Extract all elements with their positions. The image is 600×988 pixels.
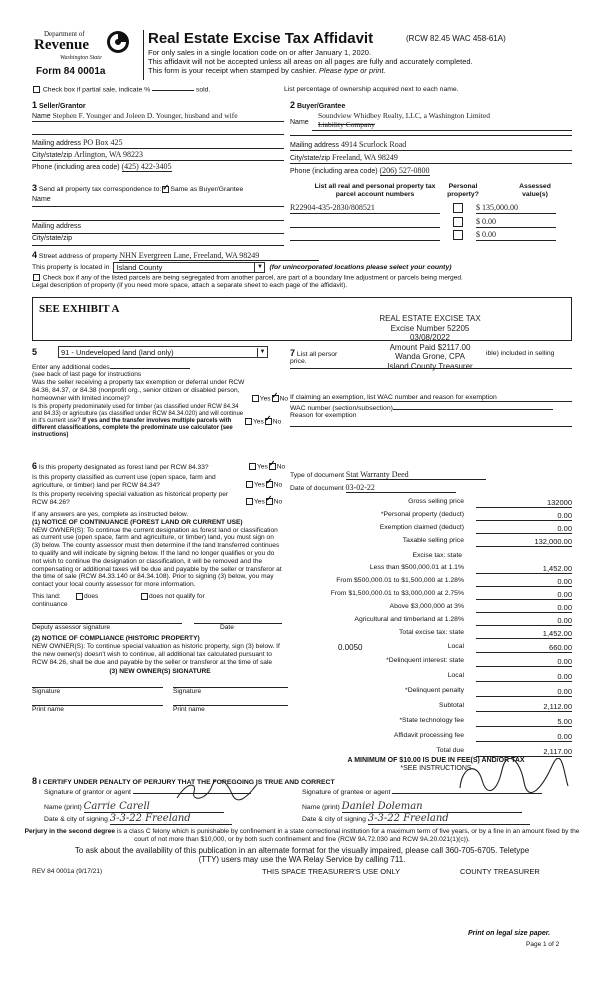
sec5-num: 5 [32, 347, 38, 357]
sec8-num: 8 [32, 776, 38, 786]
seller-city-label: City/state/zip [32, 152, 73, 159]
street-num: 4 [32, 250, 38, 260]
partial-sale-label: Check box if partial sale, indicate % [42, 86, 151, 94]
buyer-city-field[interactable] [290, 153, 572, 164]
form-title: Real Estate Excise Tax Affidavit [148, 30, 374, 47]
stamp-line6: Island County Treasurer [340, 362, 520, 372]
page-number: Page 1 of 2 [526, 941, 560, 948]
calc-value[interactable]: 0.00 [476, 687, 572, 697]
perjury-text: is a class C felony which is punishable by confinement in a state correctional institution for a maximum term of five years, or by a fine in an amount fixed by the court of not more than $10,000, or by both such confinement and fine (RCW 9A.72.030 and RCW 9A.20.021(1)(c)). [116, 828, 580, 843]
correspondence-section [32, 183, 284, 245]
buyer-name-label: Name [290, 119, 309, 126]
seller-mail-label: Mailing address [32, 140, 82, 147]
calc-value[interactable]: 0.00 [476, 732, 572, 742]
sec7-text-b: ible) included in selling [486, 350, 555, 357]
land-does-checkbox[interactable] [76, 593, 83, 600]
corr-name-label: Name [32, 196, 51, 203]
calc-value[interactable]: 0.00 [476, 590, 572, 600]
forest-no-checkbox[interactable] [269, 463, 276, 470]
seller-section [32, 100, 284, 175]
county-note: (for unincorporated locations please select your county) [269, 264, 452, 271]
no-label: No [273, 481, 283, 489]
additional-codes-note: (see back of last page for instructions [32, 371, 142, 378]
no-label: No [272, 418, 282, 426]
calc-value[interactable]: 0.00 [476, 511, 572, 521]
buyer-mail-value: 4914 Scurlock Road [340, 140, 407, 149]
exhibit-text: SEE EXHIBIT A [39, 303, 120, 315]
same-as-buyer-checkbox[interactable] [162, 186, 169, 193]
current-use-no-checkbox[interactable] [266, 481, 273, 488]
street-value[interactable]: NHN Evergreen Lane, Freeland, WA 98249 [119, 251, 319, 261]
seller-mail-value: PO Box 425 [82, 138, 123, 147]
calc-row-agricultural [300, 616, 572, 626]
chevron-down-icon: ▼ [257, 348, 267, 357]
seller-name-value: Stephen F. Younger and Joleen D. Younger, husband and wife [52, 111, 238, 120]
no-label: No [279, 395, 288, 403]
grantee-signature-label: Signature of grantee or agent [302, 789, 391, 796]
form-number: Form 84 0001a [36, 66, 106, 77]
buyer-name-line2: Liability Company [318, 120, 375, 129]
parcel-number[interactable] [290, 230, 440, 241]
assessed-header1: Assessed [519, 183, 551, 190]
calc-value[interactable]: 5.00 [476, 717, 572, 727]
buyer-phone-field[interactable] [290, 166, 572, 177]
seller-phone-label: Phone (including area code) [32, 164, 120, 171]
grantee-name-value[interactable]: Daniel Doleman [342, 801, 522, 813]
seller-heading: Seller/Grantor [38, 103, 86, 110]
calc-row-tier3 [300, 590, 572, 600]
additional-codes-input[interactable] [110, 368, 190, 369]
new-owner-heading: (3) NEW OWNER(S) SIGNATURE [109, 667, 211, 675]
calc-row-gross [300, 498, 572, 508]
header-line3b: Please type or print. [318, 66, 386, 75]
calc-label: *State technology fee [399, 717, 464, 724]
personal-header1: Personal [448, 183, 478, 190]
calc-row-personal [300, 511, 572, 521]
historic-no-checkbox[interactable] [266, 498, 273, 505]
assessed-value[interactable]: $ 0.00 [476, 217, 556, 228]
perjury-notice [22, 828, 582, 843]
grantor-date-value[interactable]: 3-3-22 Freeland [110, 813, 232, 825]
owner-print-name-2[interactable]: Print name [173, 705, 288, 714]
county-select[interactable] [113, 262, 265, 273]
county-treasurer-label: COUNTY TREASURER [460, 867, 540, 876]
personal-property-input[interactable] [290, 368, 572, 369]
personal-property-checkbox[interactable] [453, 217, 463, 227]
grantor-signature-label: Signature of grantor or agent [44, 789, 131, 796]
legal-description-label: Legal description of property (if you need more space, attach a separate sheet to each page of the affidavit). [32, 282, 348, 290]
buyer-phone-value: (206) 527-0800 [379, 166, 430, 175]
owner-signature-1[interactable]: Signature [32, 687, 163, 696]
calc-row-tier1 [300, 564, 572, 574]
partial-sale-row [32, 86, 572, 96]
form-revision: REV 84 0001a (9/17/21) [32, 868, 103, 875]
logo-dept: Department of [44, 30, 85, 38]
accessibility-line1: To ask about the availability of this publication in an alternate format for the visually impaired, please call 360-705-6705. Teletype [74, 846, 530, 855]
calc-label: Excise tax: state [412, 552, 462, 559]
calc-row-delinq-penalty [300, 687, 572, 697]
continuance-heading: (1) NOTICE OF CONTINUANCE (FOREST LAND OR CURRENT USE) [32, 518, 243, 526]
corr-num: 3 [32, 183, 38, 193]
calc-value[interactable]: 0.00 [476, 657, 572, 667]
stamp-line4: Amount Paid $2117.00 [389, 342, 471, 352]
forest-question: Is this property designated as forest land per RCW 84.33? [38, 464, 209, 471]
timber-no-checkbox[interactable] [265, 418, 272, 425]
doc-date-value[interactable]: 03-02-22 [346, 483, 456, 493]
calc-value[interactable]: 2,112.00 [476, 702, 572, 712]
calc-label: Affidavit processing fee [393, 732, 464, 739]
calc-label: Less than $500,000.01 at 1.1% [369, 564, 464, 571]
buyer-heading: Buyer/Grantee [296, 103, 346, 110]
corr-mail-field[interactable] [32, 223, 284, 234]
exemption-heading: If claiming an exemption, list WAC number and reason for exemption [290, 384, 572, 402]
certification-section [32, 776, 572, 826]
calc-label: Subtotal [439, 702, 464, 709]
seller-phone-value: (425) 422-3405 [121, 162, 172, 171]
accessibility-line2: (TTY) users may use the WA Relay Service by calling 711. [198, 855, 406, 864]
calc-value[interactable]: 0.00 [476, 603, 572, 613]
calc-row-exemption [300, 524, 572, 534]
same-as-buyer-label: Same as Buyer/Grantee [170, 186, 244, 193]
header-line3: This form is your receipt when stamped by cashier. [148, 66, 317, 75]
treasurer-use-label: THIS SPACE TREASURER'S USE ONLY [262, 867, 401, 876]
calc-label: *Delinquent interest: state [386, 657, 464, 664]
forest-land-section [32, 463, 288, 753]
calc-label: Above $3,000,000 at 3% [389, 603, 464, 610]
calc-row-tier2 [300, 577, 572, 587]
sec7-text-c: price. [290, 358, 307, 365]
reason-input[interactable] [290, 419, 572, 427]
parcel-row [290, 203, 572, 215]
legal-paper-note: Print on legal size paper. [468, 930, 551, 937]
timber-instruction: If yes and the transfer involves multiple parcels with different classifications, complete the predominate use calculator (see instructions) [32, 418, 233, 439]
calc-label: Local [447, 672, 464, 679]
calc-value[interactable]: 132000 [476, 498, 572, 508]
continuance-label: continuance [32, 600, 68, 608]
compliance-heading: (2) NOTICE OF COMPLIANCE (HISTORIC PROPERTY) [32, 635, 200, 643]
street-section [32, 250, 572, 298]
corr-name-field[interactable] [32, 196, 284, 207]
perjury-bold: Perjury in the second degree [24, 828, 116, 835]
calc-value[interactable]: 1,452.00 [476, 564, 572, 574]
accessibility-notice [22, 846, 582, 864]
certification-text: I CERTIFY UNDER PENALTY OF PERJURY THAT THE FOREGOING IS TRUE AND CORRECT [38, 779, 335, 786]
calc-label: *Personal property (deduct) [380, 511, 464, 518]
continuance-body: NEW OWNER(S): To continue the current designation as forest land or classification as current use (open space, farm and agriculture, or timber) land, you must sign on (3) below. The county assessor must then determine if the land transferred continues to qualify and will indicate by signing below. If the land no longer qualifies or you do not wish to continue the designation or classification, it will be removed and the compensating or additional taxes will be due and payable by the seller or transferor at the time of sale (RCW 84.33.140 or 84.34.108). Prior to signing (3) below, you may contact your local county assessor for more information. [32, 526, 282, 589]
buyer-name-line1: Soundview Whidbey Realty, LLC, a Washington Limited [318, 111, 490, 120]
buyer-num: 2 [290, 100, 296, 110]
yes-label: Yes [259, 395, 271, 403]
calc-value[interactable]: 2,117.00 [476, 747, 572, 757]
exemption-no-checkbox[interactable] [272, 395, 279, 402]
sec6-num: 6 [32, 461, 38, 471]
current-use-yes-checkbox[interactable] [246, 481, 253, 488]
grantee-date-label: Date & city of signing [302, 816, 366, 823]
header-line1: For only sales in a single location code on or after January 1, 2020. [148, 48, 372, 57]
seller-mail-field[interactable] [32, 138, 284, 149]
seller-name-field[interactable] [32, 111, 284, 122]
buyer-mail-field[interactable] [290, 140, 572, 151]
calc-row-tier4 [300, 603, 572, 613]
calc-value[interactable]: 0.00 [476, 616, 572, 626]
seller-city-value: Arlington, WA 98223 [74, 150, 143, 159]
land-use-select[interactable] [58, 346, 268, 358]
partial-sale-sold: sold. [195, 86, 211, 94]
calc-label: Agricultural and timberland at 1.28% [354, 616, 464, 623]
partial-sale-percent[interactable] [152, 90, 194, 91]
stamp-line3: 03/08/2022 [409, 333, 451, 343]
assessed-header2: value(s) [522, 191, 548, 198]
timber-question: Is this property predominately used for timber (as classified under RCW 84.34 and 84.33) or agriculture (as classified under RCW 84.34.020) and will continue in it's current use? [32, 404, 244, 425]
header [32, 30, 572, 80]
parcel-row [290, 230, 572, 242]
calc-value[interactable]: 0.00 [476, 672, 572, 682]
calc-row-local [300, 643, 572, 653]
calc-row-delinq-interest-local [300, 672, 572, 682]
corr-mail-label: Mailing address [32, 223, 82, 230]
grantee-signature [452, 758, 572, 794]
stamp-line5: Wanda Grone, CPA [340, 352, 520, 362]
no-label: No [276, 463, 286, 471]
county-label: This property is located in [32, 264, 110, 271]
does-not-label: does not qualify for [149, 592, 205, 600]
minimum-line2: *SEE INSTRUCTIONS [400, 765, 472, 772]
dor-logo [32, 30, 142, 80]
this-land-label: This land: [32, 592, 61, 600]
calc-label: *Delinquent penalty [405, 687, 464, 694]
grantor-date-label: Date & city of signing [44, 816, 108, 823]
owner-print-name-1[interactable]: Print name [32, 705, 163, 714]
timber-yes-checkbox[interactable] [245, 418, 252, 425]
seller-name-label: Name [32, 113, 51, 120]
sec7-num: 7 [290, 348, 296, 358]
document-section [290, 470, 572, 494]
calc-label: Gross selling price [408, 498, 464, 505]
calc-row-taxable [300, 537, 572, 547]
buyer-extra-line[interactable] [290, 125, 572, 136]
calc-value[interactable]: 0.00 [476, 524, 572, 534]
parcel-header2: parcel account numbers [335, 191, 415, 198]
deputy-date-label[interactable]: Date [194, 623, 282, 632]
minimum-line1: A MINIMUM OF $10.00 IS DUE IN FEE(S) AND/OR TAX [347, 757, 525, 764]
seller-num: 1 [32, 100, 38, 110]
seller-extra-line[interactable] [32, 124, 284, 135]
land-does-not-checkbox[interactable] [141, 593, 148, 600]
yes-label: Yes [253, 418, 264, 426]
parcel-row [290, 217, 572, 229]
deputy-signature-label[interactable]: Deputy assessor signature [32, 623, 182, 632]
header-line2: This affidavit will not be accepted unless all areas on all pages are fully and accurately completed. [148, 57, 473, 66]
grantee-name-label: Name (print) [302, 804, 340, 811]
chevron-down-icon: ▼ [254, 263, 264, 272]
street-label: Street address of property [38, 253, 118, 260]
grantor-signature [172, 780, 262, 802]
yes-label: Yes [254, 498, 265, 506]
buyer-mail-label: Mailing address [290, 142, 340, 149]
ownership-note: List percentage of ownership acquired next to each name. [284, 86, 459, 93]
current-use-question: Is this property classified as current use (open space, farm and agriculture, or timber) land per RCW 84.34? [32, 473, 216, 489]
calc-row-excise-heading [300, 552, 572, 562]
corr-label: Send all property tax correspondence to: [38, 186, 162, 193]
assessed-value[interactable]: $ 135,000.00 [476, 203, 556, 214]
answers-note: If any answers are yes, complete as instructed below. [32, 510, 189, 518]
personal-property-checkbox[interactable] [453, 203, 463, 213]
stamp-line1: REAL ESTATE EXCISE TAX [379, 314, 481, 323]
seller-city-field[interactable] [32, 150, 284, 161]
calc-value[interactable]: 0.00 [476, 577, 572, 587]
calc-label: From $1,500,000.01 to $3,000,000 at 2.75% [330, 590, 464, 597]
calc-label: Exemption claimed (deduct) [379, 524, 464, 531]
parcel-header1: List all real and personal property tax [314, 183, 436, 190]
stamp-line2: Excise Number 52205 [390, 323, 470, 333]
county-value: Island County [116, 263, 163, 272]
grantor-name-label: Name (print) [44, 804, 82, 811]
no-label: No [273, 498, 283, 506]
partial-sale-checkbox[interactable] [33, 86, 40, 93]
forest-yes-checkbox[interactable] [249, 463, 256, 470]
calc-row-delinq-interest-state [300, 657, 572, 667]
calc-row-total-due [300, 747, 572, 757]
sec7-text-a: List all persor [296, 351, 338, 358]
revenue-swirl-icon [105, 30, 131, 54]
calc-label: From $500,000.01 to $1,500,000 at 1.28% [336, 577, 464, 584]
buyer-city-label: City/state/zip [290, 155, 331, 162]
historic-question: Is this property receiving special valuation as historical property per RCW 84.26? [32, 491, 229, 507]
corr-city-label: City/state/zip [32, 235, 73, 242]
doc-date-label: Date of document [290, 485, 344, 492]
logo-state: Washington State [60, 55, 102, 61]
compliance-body: NEW OWNER(S): To continue special valuation as historic property, sign (3) below. If the new owner(s) doesn't wish to continue, all additional tax calculated pursuant to RCW 84.26, shall be due and payable by the seller or transferor at the time of sale [32, 643, 280, 666]
yes-label: Yes [254, 481, 265, 489]
owner-signature-2[interactable]: Signature [173, 687, 288, 696]
form-rcw: (RCW 82.45 WAC 458-61A) [406, 34, 506, 43]
parcel-number[interactable] [290, 217, 440, 228]
seller-phone-field[interactable] [32, 162, 284, 173]
local-rate[interactable]: 0.0050 [338, 643, 363, 652]
wac-label: WAC number (section/subsection) [290, 405, 393, 412]
segregation-checkbox[interactable] [33, 274, 40, 281]
land-use-section [32, 346, 288, 466]
calc-label: Total due [436, 747, 464, 754]
calc-label: Total excise tax: state [399, 629, 464, 636]
corr-extra-line[interactable] [32, 210, 284, 221]
calc-value[interactable]: 1,452.00 [476, 629, 572, 639]
calc-label: Taxable selling price [402, 537, 464, 544]
parcels-section [290, 183, 572, 245]
calc-row-tech-fee [300, 717, 572, 727]
calc-value[interactable]: 660.00 [476, 643, 572, 653]
logo-revenue: Revenue [34, 37, 89, 53]
personal-header2: property? [447, 191, 479, 198]
wac-input[interactable] [393, 409, 553, 410]
calc-row-total-state [300, 629, 572, 639]
buyer-city-value: Freeland, WA 98249 [332, 153, 398, 162]
exemption-yes-checkbox[interactable] [252, 395, 259, 402]
doc-type-value[interactable]: Stat Warranty Deed [346, 470, 486, 480]
buyer-phone-label: Phone (including area code) [290, 168, 378, 175]
personal-property-checkbox[interactable] [453, 230, 463, 240]
doc-type-label: Type of document [290, 472, 345, 479]
does-label: does [84, 592, 99, 600]
exemption-question: Was the seller receiving a property tax exemption or deferral under RCW 84.36, 84.37, or 84.38 (nonprofit org., senior citizen or disabled person, homeowner with limited income)? [32, 379, 245, 402]
grantee-date-value[interactable]: 3-3-22 Freeland [368, 813, 530, 825]
corr-city-field[interactable] [32, 235, 284, 246]
reason-label: Reason for exemption [290, 412, 357, 419]
buyer-section [290, 100, 572, 180]
exemption-section [290, 384, 572, 424]
yes-label: Yes [257, 463, 268, 471]
calc-value[interactable]: 132,000.00 [476, 537, 572, 547]
calc-row-processing-fee [300, 732, 572, 742]
personal-property-section [290, 346, 572, 376]
parcel-number[interactable]: R22904-435-2830/808521 [290, 203, 440, 214]
assessed-value[interactable]: $ 0.00 [476, 230, 556, 241]
grantor-name-value[interactable]: Carrie Carell [84, 801, 224, 813]
historic-yes-checkbox[interactable] [246, 498, 253, 505]
calc-label: Local [447, 643, 464, 650]
additional-codes-label: Enter any additional codes [32, 364, 110, 371]
land-use-value: 91 - Undeveloped land (land only) [61, 347, 174, 357]
segregation-label: Check box if any of the listed parcels are being segregated from another parcel, are part of a boundary line adjustment or parcels being merged. [42, 274, 463, 282]
calc-row-subtotal [300, 702, 572, 712]
